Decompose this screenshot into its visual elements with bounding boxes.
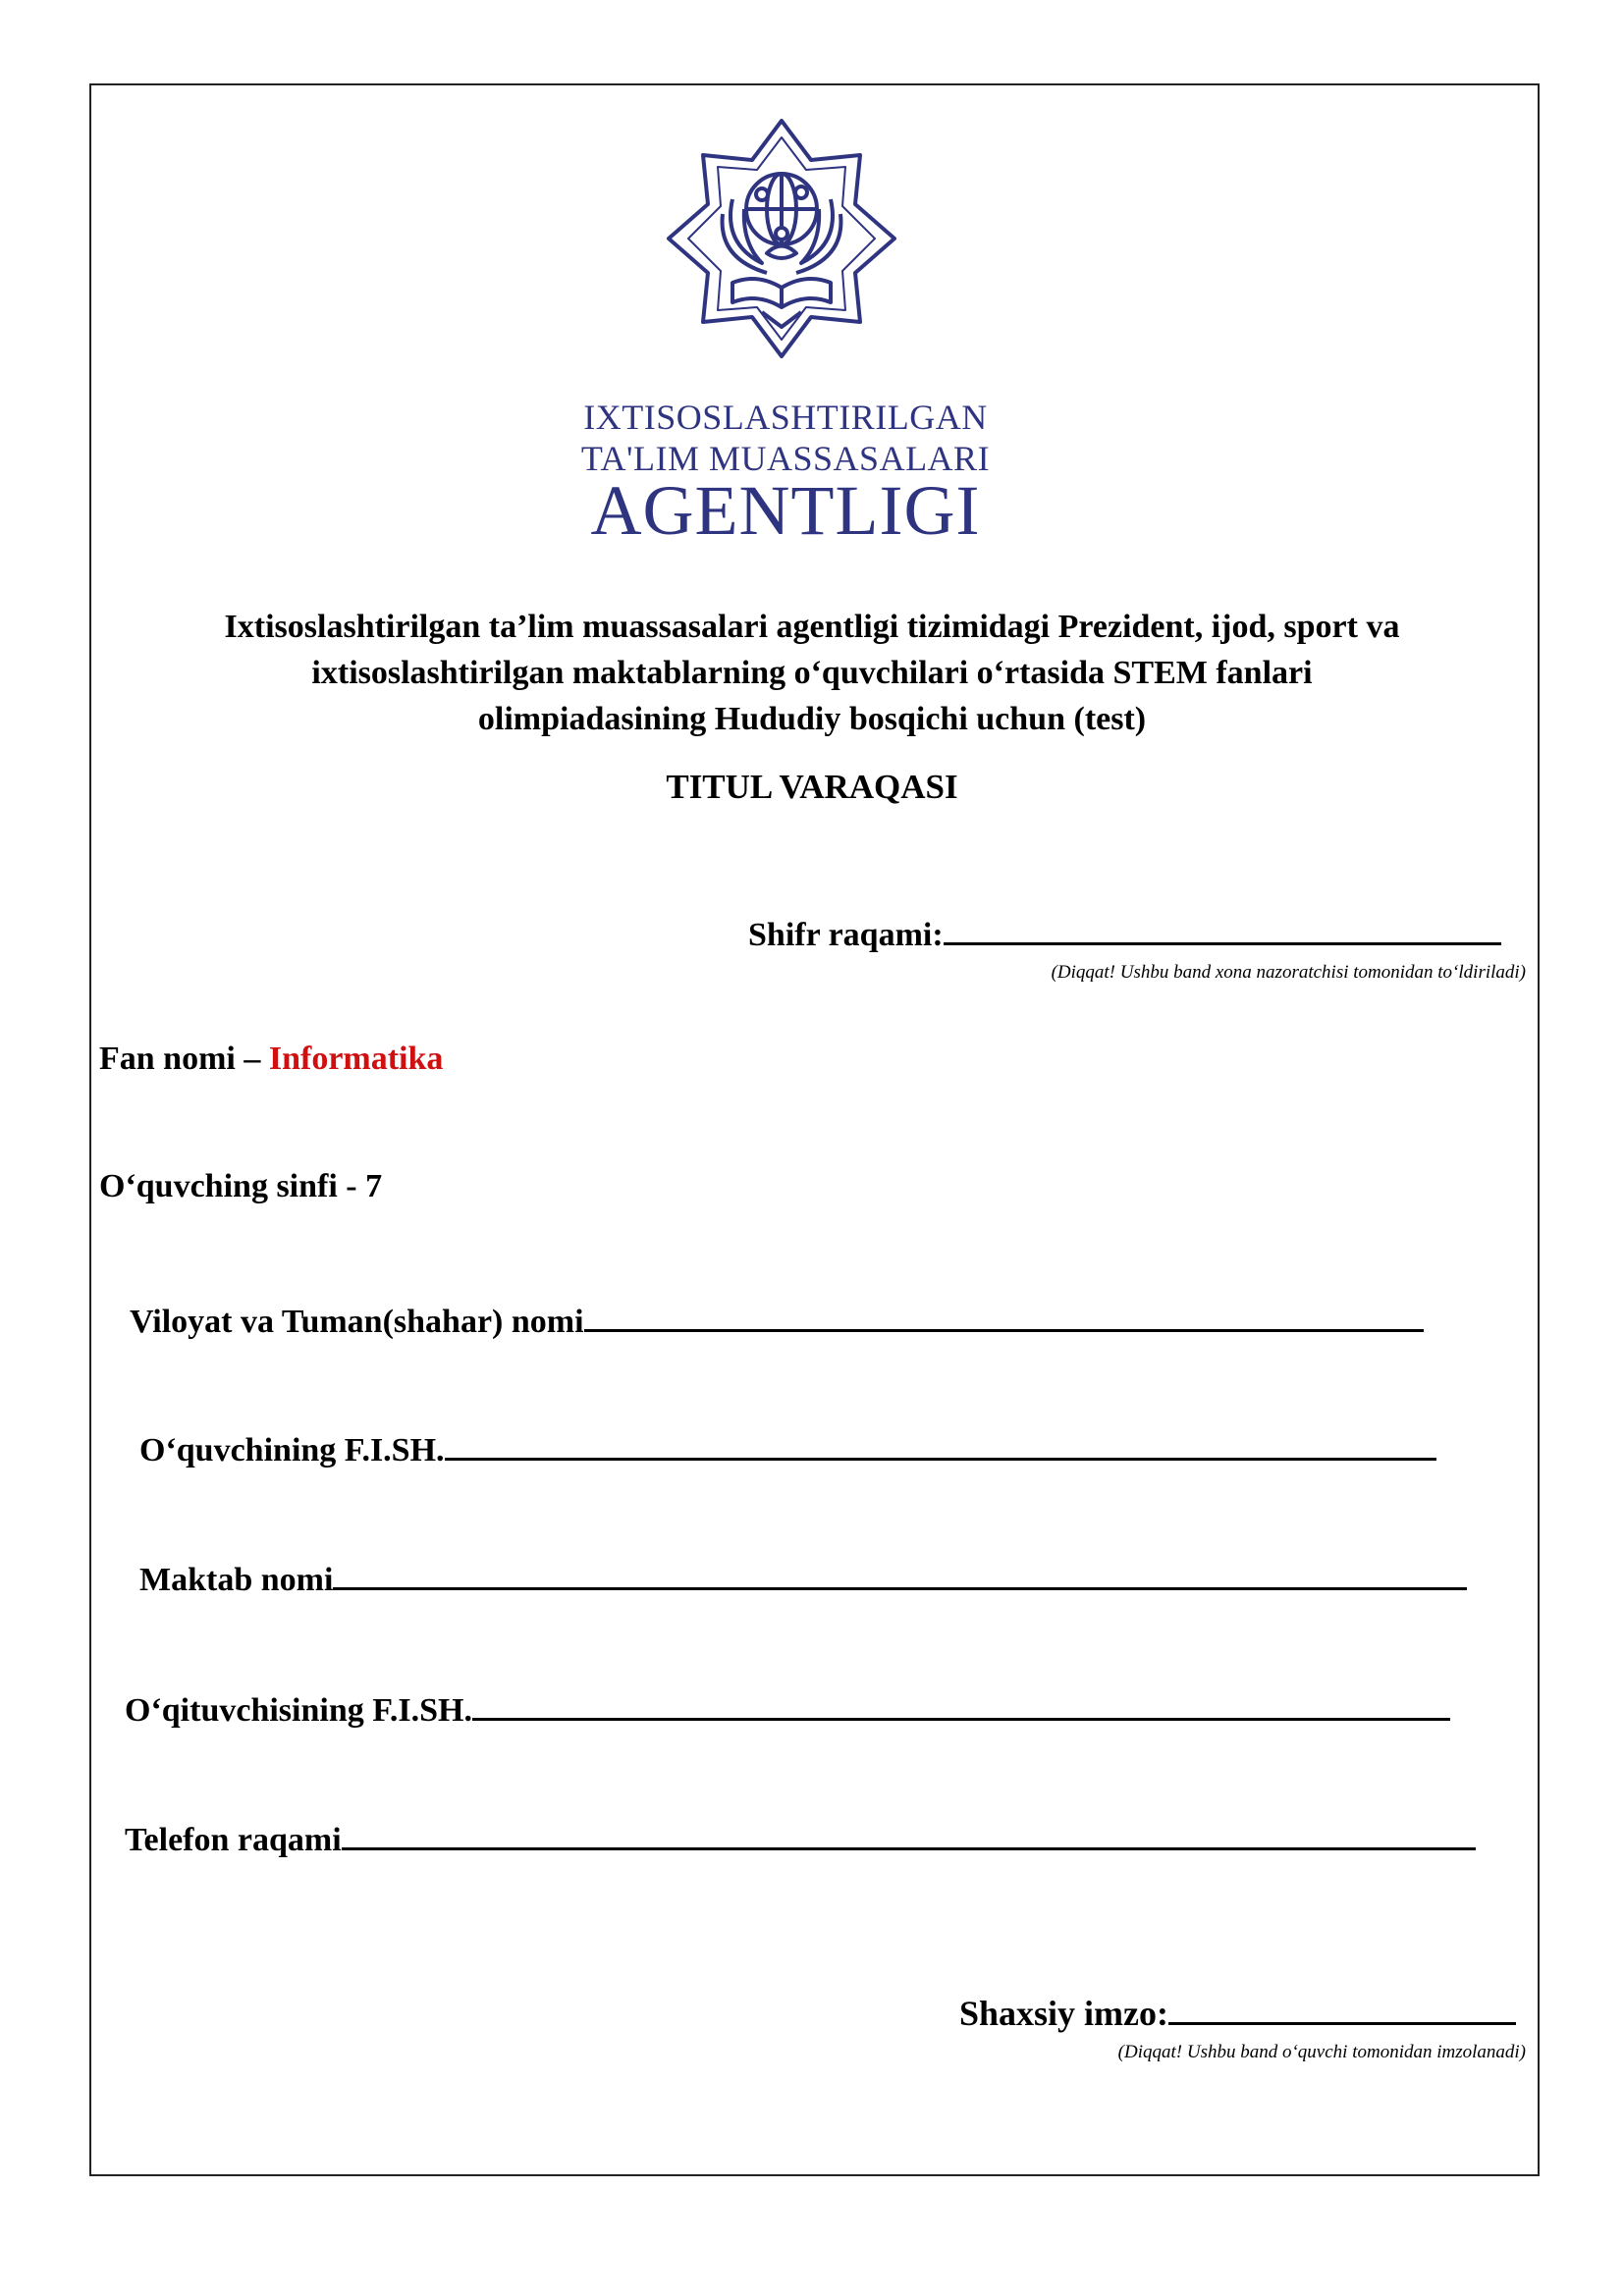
phone-field[interactable] (125, 1818, 1476, 1859)
signature-note: (Diqqat! Ushbu band o‘quvchi tomonidan imzolanadi) (1117, 2042, 1526, 2062)
heading-line-2: ixtisoslashtirilgan maktablarning o‘quvchilari o‘rtasida STEM fanlari (311, 655, 1313, 691)
teacher-name-field[interactable] (125, 1688, 1450, 1730)
grade-label: O‘quvching sinfi - 7 (99, 1168, 383, 1204)
cipher-input-line[interactable] (944, 913, 1501, 945)
logo-text-line-2: TA'LIM MUASSASALARI (580, 439, 991, 478)
signature-label: Shaxsiy imzo: (959, 1994, 1169, 2033)
school-input-line[interactable] (333, 1558, 1467, 1590)
region-input-line[interactable] (584, 1300, 1424, 1332)
signature-input-line[interactable] (1168, 1993, 1516, 2025)
school-label: Maktab nomi (139, 1562, 334, 1598)
heading-line-3: olimpiadasining Hududiy bosqichi uchun (test) (477, 701, 1147, 737)
region-label: Viloyat va Tuman(shahar) nomi (130, 1304, 584, 1340)
cipher-label: Shifr raqami: (748, 917, 944, 953)
logo-text-line-3: AGENTLIGI (590, 471, 981, 550)
region-field[interactable] (130, 1300, 1424, 1341)
phone-label: Telefon raqami (125, 1822, 342, 1858)
subject-value: Informatika (268, 1041, 444, 1077)
phone-input-line[interactable] (342, 1818, 1476, 1850)
student-name-label: O‘quvchining F.I.SH. (139, 1432, 445, 1468)
student-name-field[interactable] (139, 1428, 1436, 1469)
cipher-note: (Diqqat! Ushbu band xona nazoratchisi tomonidan to‘ldiriladi) (1051, 962, 1526, 983)
document-title: TITUL VARAQASI (666, 768, 958, 806)
logo-text-line-1: IXTISOSLASHTIRILGAN (583, 398, 988, 437)
heading-line-1: Ixtisoslashtirilgan ta’lim muassasalari agentligi tizimidagi Prezident, ijod, sport va (224, 609, 1400, 645)
teacher-name-input-line[interactable] (472, 1688, 1450, 1721)
subject-label: Fan nomi – (99, 1041, 269, 1077)
cipher-field[interactable] (748, 913, 1501, 954)
agency-emblem-icon (664, 116, 899, 361)
subject-line (99, 1041, 443, 1078)
document-heading (118, 604, 1506, 742)
signature-field[interactable] (959, 1993, 1516, 2034)
teacher-name-label: O‘qituvchisining F.I.SH. (125, 1692, 472, 1729)
student-name-input-line[interactable] (445, 1428, 1436, 1461)
school-field[interactable] (139, 1558, 1467, 1599)
